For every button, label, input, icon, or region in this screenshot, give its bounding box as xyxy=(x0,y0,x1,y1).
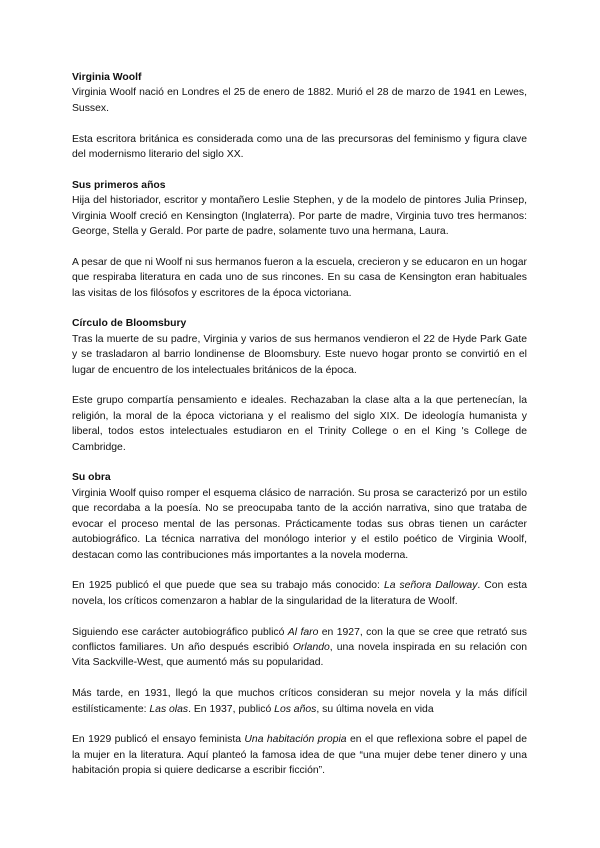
book-title: Una habitación propia xyxy=(244,734,347,746)
paragraph: Virginia Woolf nació en Londres el 25 de enero de 1882. Murió el 28 de marzo de 1941 en Lewes, Sussex. xyxy=(72,87,527,114)
paragraph: Esta escritora británica es considerada como una de las precursoras del feminismo y figura clave del modernismo literario del siglo XX. xyxy=(72,133,527,161)
text-run: , su última novela en vida xyxy=(316,703,434,715)
paragraph: Tras la muerte de su padre, Virginia y varios de sus hermanos vendieron el 22 de Hyde Park Gate y se trasladaron al barrio londinense de Bloomsbury. Este nuevo hogar pronto se convirtió en el lugar de encuentro de los intelectuales británicos de la época. xyxy=(72,333,527,376)
paragraph xyxy=(72,686,527,717)
text-run: en el que reflexiona sobre el papel de la mujer en la literatura. Aquí planteó la famosa idea de que “una mujer debe tener dinero y una habitación propia si quiere dedicarse a escribir ficción”. xyxy=(72,734,527,777)
section-heading: Sus primeros años xyxy=(72,179,166,191)
section-circulo-de-bloomsbury xyxy=(72,316,527,455)
section-sus-primeros-anos xyxy=(72,178,527,301)
book-title: Los años xyxy=(274,703,317,715)
section-heading: Virginia Woolf xyxy=(72,72,142,83)
paragraph: Este grupo compartía pensamiento e ideales. Rechazaban la clase alta a la que pertenecían, la religión, la moral de la época victoriana y el realismo del siglo XIX. De ideología humanista y liberal, todos estos intelectuales estudiaron en el Trinity College o en el King 's College de Cambridge. xyxy=(72,395,527,453)
text-run: . Con esta novela, los críticos comenzaron a hablar de la singularidad de la literatura de Woolf. xyxy=(72,580,527,607)
paragraph xyxy=(72,732,527,778)
document-page xyxy=(72,70,527,794)
section-heading: Su obra xyxy=(72,472,111,484)
book-title: Al faro xyxy=(287,626,319,638)
text-run: , una novela inspirada en su relación con Vita Sackville-West, que aumentó más su popularidad. xyxy=(72,641,527,669)
book-title: Las olas xyxy=(149,703,189,715)
text-run: En 1925 publicó el que puede que sea su trabajo más conocido: xyxy=(72,580,384,592)
paragraph: Virginia Woolf quiso romper el esquema clásico de narración. Su prosa se caracterizó por un estilo que recordaba a la poesía. No se preocupaba tanto de la acción narrativa, sino que trataba de evocar el proceso mental de las personas. Prácticamente todas sus obras tienen un carácter autobiográfico. La técnica narrativa del monólogo interior y el estilo poético de Virginia Woolf, destacan como las contribuciones más importantes a la novela moderna. xyxy=(72,487,527,561)
text-run: En 1929 publicó el ensayo feminista xyxy=(72,734,245,746)
text-run: . En 1937, publicó xyxy=(188,703,275,715)
text-run: Siguiendo ese carácter autobiográfico publicó xyxy=(72,626,288,638)
book-title: La señora Dalloway xyxy=(383,580,478,592)
text-run: Más tarde, en 1931, llegó la que muchos críticos consideran su mejor novela y la más difícil estilísticamente: xyxy=(72,688,527,715)
section-virginia-woolf xyxy=(72,70,527,162)
section-su-obra xyxy=(72,470,527,778)
paragraph xyxy=(72,625,527,671)
text-run: en 1927, con la que se cree que retrató sus conflictos familiares. Un año después escribió xyxy=(72,626,527,653)
paragraph xyxy=(72,578,527,609)
book-title: Orlando xyxy=(292,641,330,653)
paragraph: A pesar de que ni Woolf ni sus hermanos fueron a la escuela, crecieron y se educaron en un hogar que respiraba literatura en cada uno de sus rincones. En su casa de Kensington eran habituales las visitas de los filósofos y escritores de la época victoriana. xyxy=(72,256,527,299)
section-heading: Círculo de Bloomsbury xyxy=(72,318,187,330)
paragraph: Hija del historiador, escritor y montañero Leslie Stephen, y de la modelo de pintores Julia Prinsep, Virginia Woolf creció en Kensington (Inglaterra). Por parte de madre, Virginia tuvo tres hermanos: George, Stella y Gerald. Por parte de padre, solamente tuvo una hermana, Laura. xyxy=(72,195,527,238)
